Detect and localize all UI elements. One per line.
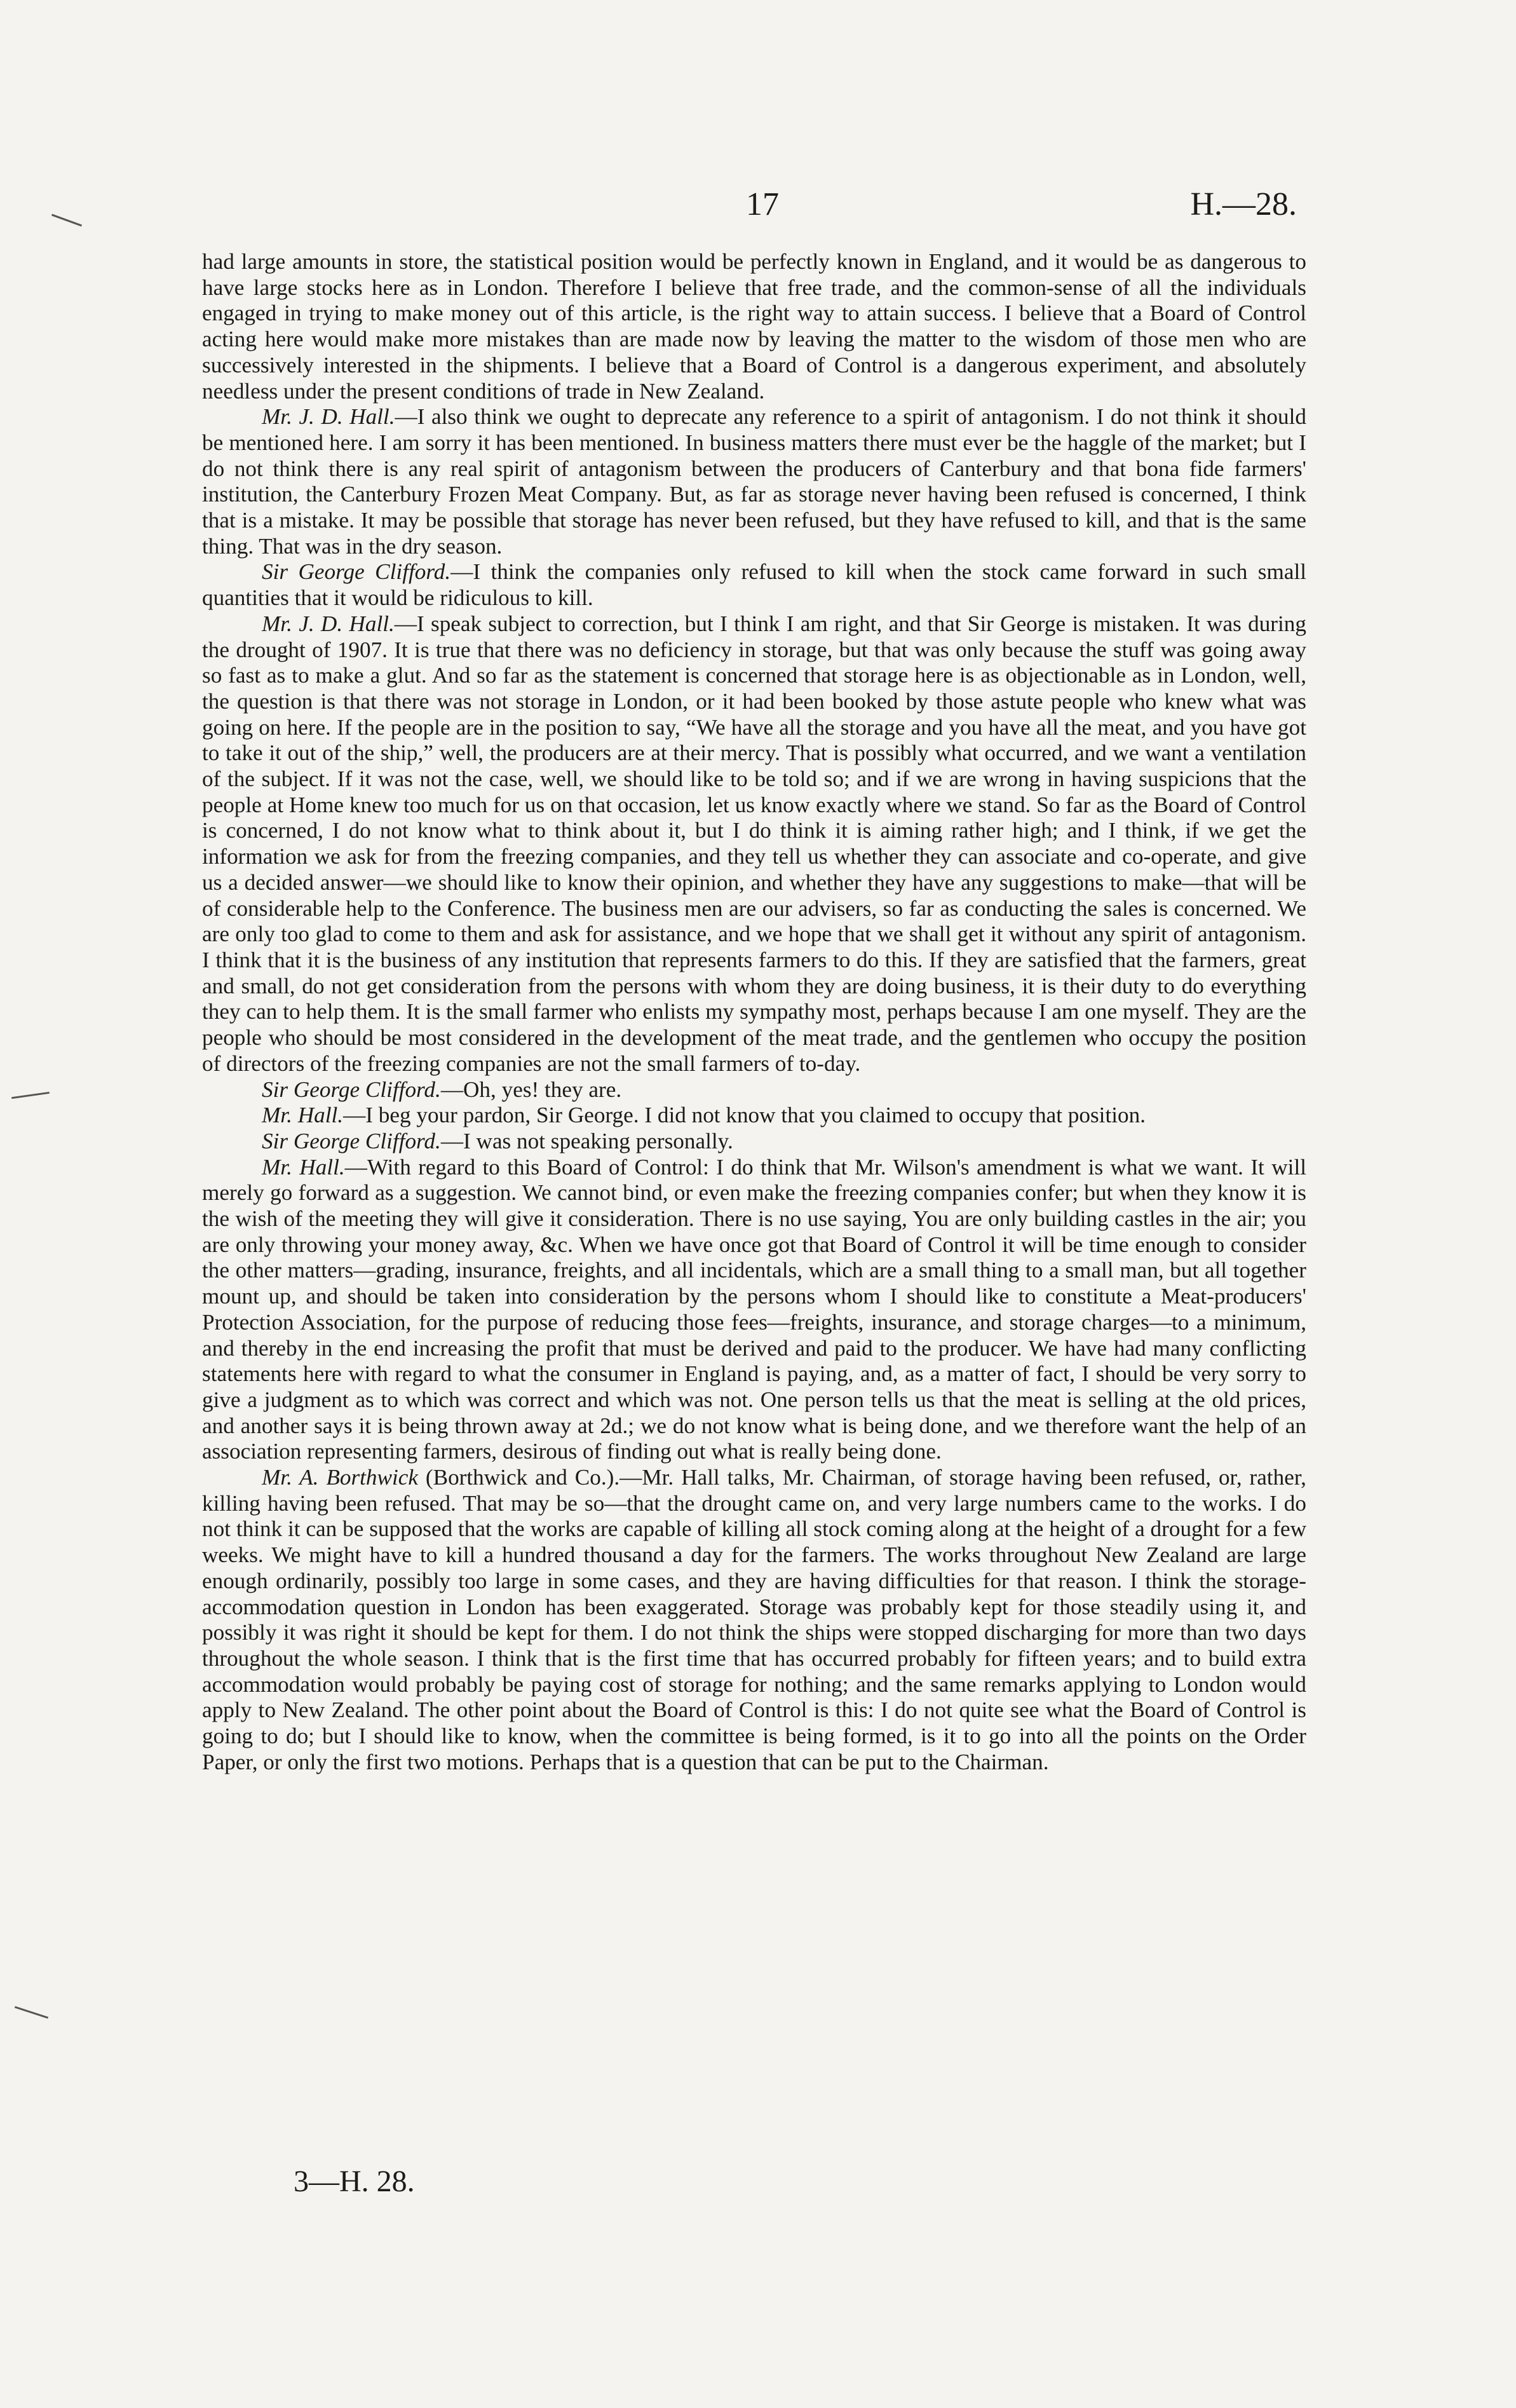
margin-mark (11, 1092, 50, 1099)
speech-paragraph (202, 1465, 1306, 1775)
speaker-name: Sir George Clifford. (262, 1077, 441, 1102)
speech-text: —With regard to this Board of Control: I do think that Mr. Wilson's amendment is what we want. It will merely go forward as a suggestion. We cannot bind, or even make the freezing companies confer; but when they know it is the wish of the meeting they will give it consideration. There is no use saying, You are only building castles in the air; you are only throwing your money away, &c. When we have once got that Board of Control it will be time enough to consider the other matters—grading, insurance, freights, and all incidentals, which are a small thing to a small man, but all together mount up, and should be taken into consideration by the persons whom I should like to constitute a Meat-producers' Protection Association, for the purpose of reducing those fees—freights, insurance, and storage charges—to a minimum, and thereby in the end increasing the profit that must be derived and paid to the producer. We have had many conflicting statements here with regard to what the consumer in England is paying, and, as a matter of fact, I should be very sorry to give a judgment as to which was correct and which was not. One person tells us that the meat is selling at the old prices, and another says it is being thrown away at 2d.; we do not know what is being done, and we therefore want the help of an association representing farmers, desirous of finding out what is really being done. (202, 1154, 1306, 1464)
speech-text: —I speak subject to correction, but I think I am right, and that Sir George is mistaken. It was during the drought of 1907. It is true that there was no deficiency in storage, but that was only because the stuff was going away so fast as to make a glut. And so far as the statement is concerned that storage here is as objectionable as in London, well, the question is that there was not storage in London, or it had been booked by those astute people who knew what was going on here. If the people are in the position to say, “We have all the storage and you have all the meat, and you have got to take it out of the ship,” well, the producers are at their mercy. That is possibly what occurred, and we want a ventilation of the subject. If it was not the case, well, we should like to be told so; and if we are wrong in having suspicions that the people at Home knew too much for us on that occasion, let us know exactly where we stand. So far as the Board of Control is concerned, I do not know what to think about it, but I do think it is aiming rather high; and I think, if we get the information we ask for from the freezing companies, and they tell us whether they can associate and co-operate, and give us a decided answer—we should like to know their opinion, and whether they have any suggestions to make—that will be of considerable help to the Conference. The business men are our advisers, so far as conducting the sales is concerned. We are only too glad to come to them and ask for assistance, and we hope that we shall get it without any spirit of antagonism. I think that it is the business of any institution that represents farmers to do this. If they are satisfied that the farmers, great and small, do not get consideration from the persons with whom they are doing business, it is their duty to do everything they can to help them. It is the small farmer who enlists my sympathy most, perhaps because I am one myself. They are the people who should be most considered in the development of the meat trade, and the gentlemen who occupy the position of directors of the freezing companies are not the small farmers of to-day. (202, 611, 1306, 1076)
speech-text: —I think the companies only refused to kill when the stock came forward in such small quantities that it would be ridiculous to kill. (202, 559, 1307, 611)
speech-paragraph (202, 1155, 1306, 1465)
sheet-signature: 3—H. 28. (294, 2165, 415, 2198)
speaker-name: Mr. Hall. (262, 1154, 345, 1180)
page-number: 17 (746, 186, 779, 222)
speech-text: (Borthwick and Co.).—Mr. Hall talks, Mr. Chairman, of storage having been refused, or, rather, killing having been refused. That may be so—that the drought came on, and very large numbers came to the works. I do not think it can be supposed that the works are capable of killing all stock coming along at the height of a drought for a few weeks. We might have to kill a hundred thousand a day for the farmers. The works throughout New Zealand are large enough ordinarily, possibly too large in some cases, and they are having difficulties for that reason. I think the storage-accommodation question in London has been exaggerated. Storage was probably kept for those steadily using it, and possibly it was right it should be kept for them. I do not think the ships were stopped discharging for more than two days throughout the whole season. I think that is the first time that has occurred probably for fifteen years; and to build extra accommodation would probably be paying cost of storage for nothing; and the same remarks applying to London would apply to New Zealand. The other point about the Board of Control is this: I do not quite see what the Board of Control is going to do; but I should like to know, when the committee is being formed, is it to go into all the points on the Order Paper, or only the first two motions. Perhaps that is a question that can be put to the Chairman. (202, 1465, 1306, 1774)
paragraph-continued (202, 249, 1306, 404)
speaker-name: Mr. Hall. (262, 1103, 344, 1128)
margin-mark (51, 214, 82, 227)
speech-paragraph (202, 559, 1306, 611)
margin-mark (15, 2006, 48, 2019)
speech-text: —Oh, yes! they are. (440, 1077, 622, 1102)
speaker-name: Mr. J. D. Hall. (262, 404, 395, 430)
paragraph-text: had large amounts in store, the statistical position would be perfectly known in England, and it would be as dangerous to have large stocks here as in London. Therefore I believe that free trade, and the common-sense of all the individuals engaged in trying to make money out of this article, is the right way to attain success. I believe that a Board of Control acting here would make more mistakes than are made now by leaving the matter to the wisdom of those men who are successively interested in the shipments. I believe that a Board of Control is a dangerous experiment, and absolutely needless under the present conditions of trade in New Zealand. (202, 249, 1306, 404)
speech-paragraph (202, 1129, 1306, 1155)
speech-paragraph (202, 404, 1306, 559)
speech-paragraph (202, 1077, 1306, 1103)
speaker-name: Sir George Clifford. (262, 1128, 441, 1153)
speech-text: —I also think we ought to deprecate any reference to a spirit of antagonism. I do not think it should be mentioned here. I am sorry it has been mentioned. In business matters there must ever be the haggle of the market; but I do not think there is any real spirit of antagonism between the producers of Canterbury and that bona fide farmers' institution, the Canterbury Frozen Meat Company. But, as far as storage never having been refused is concerned, I think that is a mistake. It may be possible that storage has never been refused, but they have refused to kill, and that is the same thing. That was in the dry season. (202, 404, 1306, 559)
speech-text: —I was not speaking personally. (440, 1128, 733, 1153)
speaker-name: Sir George Clifford. (262, 559, 451, 585)
speaker-name: Mr. A. Borthwick (262, 1465, 418, 1490)
speech-paragraph (202, 611, 1306, 1077)
document-reference: H.—28. (1190, 186, 1297, 222)
speaker-name: Mr. J. D. Hall. (262, 611, 395, 636)
speech-paragraph (202, 1103, 1306, 1129)
document-body (202, 249, 1306, 1775)
speech-text: —I beg your pardon, Sir George. I did not know that you claimed to occupy that position. (343, 1103, 1146, 1128)
